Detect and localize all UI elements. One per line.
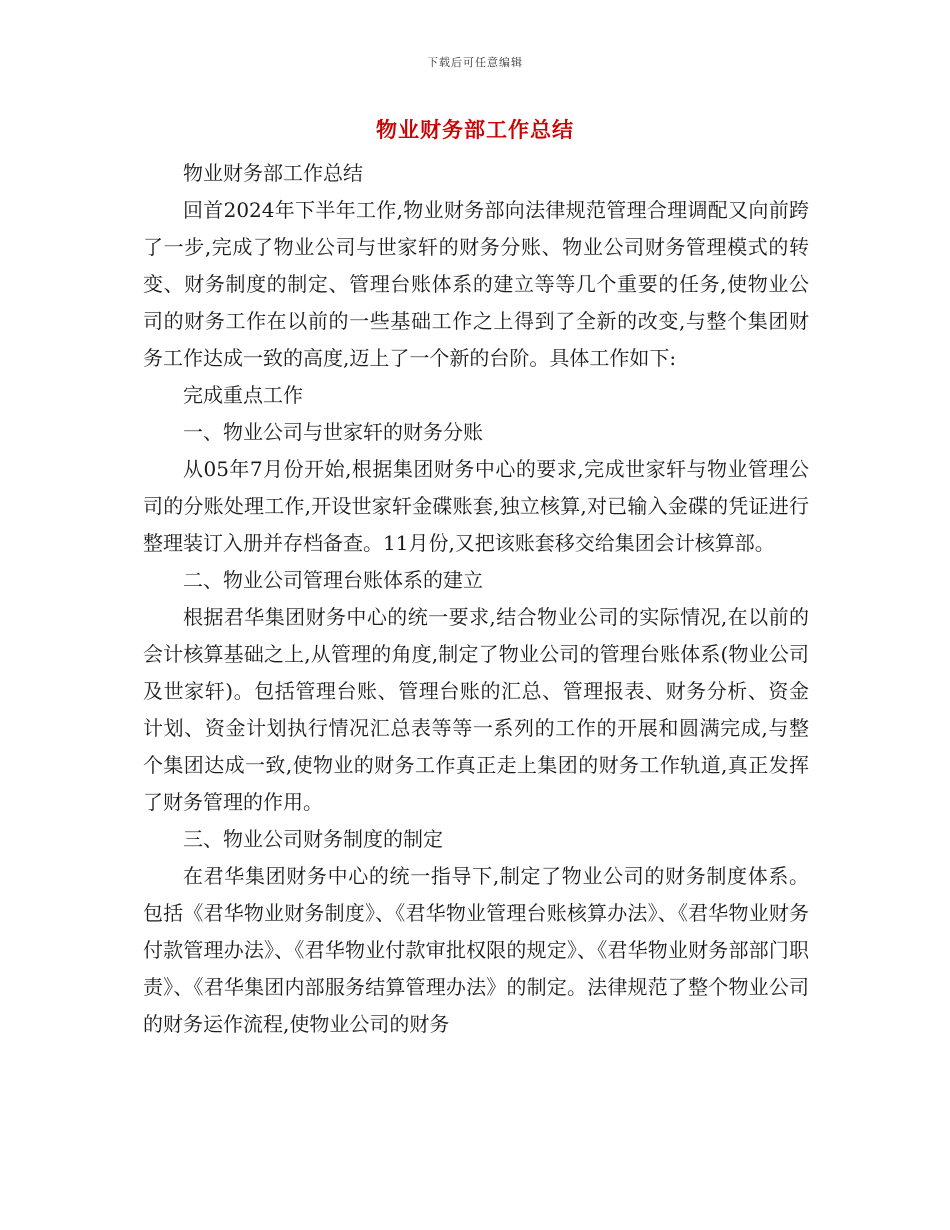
document-title: 物业财务部工作总结 <box>376 117 574 142</box>
page-header-note: 下载后可任意编辑 <box>427 56 523 69</box>
section-heading-3: 三、物业公司财务制度的制定 <box>183 827 443 851</box>
paragraph-section-3: 在君华集团财务中心的统一指导下,制定了物业公司的财务制度体系。包括《君华物业财务制度》、《君华物业管理台账核算办法》、《君华物业财务付款管理办法》、《君华物业付款审批权限的规定》、《君华物业财务部部门职责》、《君华集团内部服务结算管理办法》的制定。法律规范了整个物业公司的财务运作流程,使物业公司的财务 <box>143 864 809 1036</box>
section-heading-1: 一、物业公司与世家轩的财务分账 <box>183 420 483 444</box>
section-heading-key-work: 完成重点工作 <box>183 383 303 407</box>
paragraph-intro: 回首2024年下半年工作,物业财务部向法律规范管理合理调配又向前跨了一步,完成了物业公司与世家轩的财务分账、物业公司财务管理模式的转变、财务制度的制定、管理台账体系的建立等等几个重要的任务,使物业公司的财务工作在以前的一些基础工作之上得到了全新的改变,与整个集团财务工作达成一致的高度,迈上了一个新的台阶。具体工作如下: <box>143 198 809 370</box>
paragraph-section-2: 根据君华集团财务中心的统一要求,结合物业公司的实际情况,在以前的会计核算基础之上,从管理的角度,制定了物业公司的管理台账体系(物业公司及世家轩)。包括管理台账、管理台账的汇总、管理报表、财务分析、资金计划、资金计划执行情况汇总表等等一系列的工作的开展和圆满完成,与整个集团达成一致,使物业的财务工作真正走上集团的财务工作轨道,真正发挥了财务管理的作用。 <box>143 605 809 814</box>
paragraph-section-1: 从05年7月份开始,根据集团财务中心的要求,完成世家轩与物业管理公司的分账处理工作,开设世家轩金碟账套,独立核算,对已输入金碟的凭证进行整理装订入册并存档备查。11月份,又把该账套移交给集团会计核算部。 <box>143 457 809 555</box>
paragraph-subtitle: 物业财务部工作总结 <box>183 161 363 185</box>
document-body <box>143 155 809 1043</box>
section-heading-2: 二、物业公司管理台账体系的建立 <box>183 568 483 592</box>
